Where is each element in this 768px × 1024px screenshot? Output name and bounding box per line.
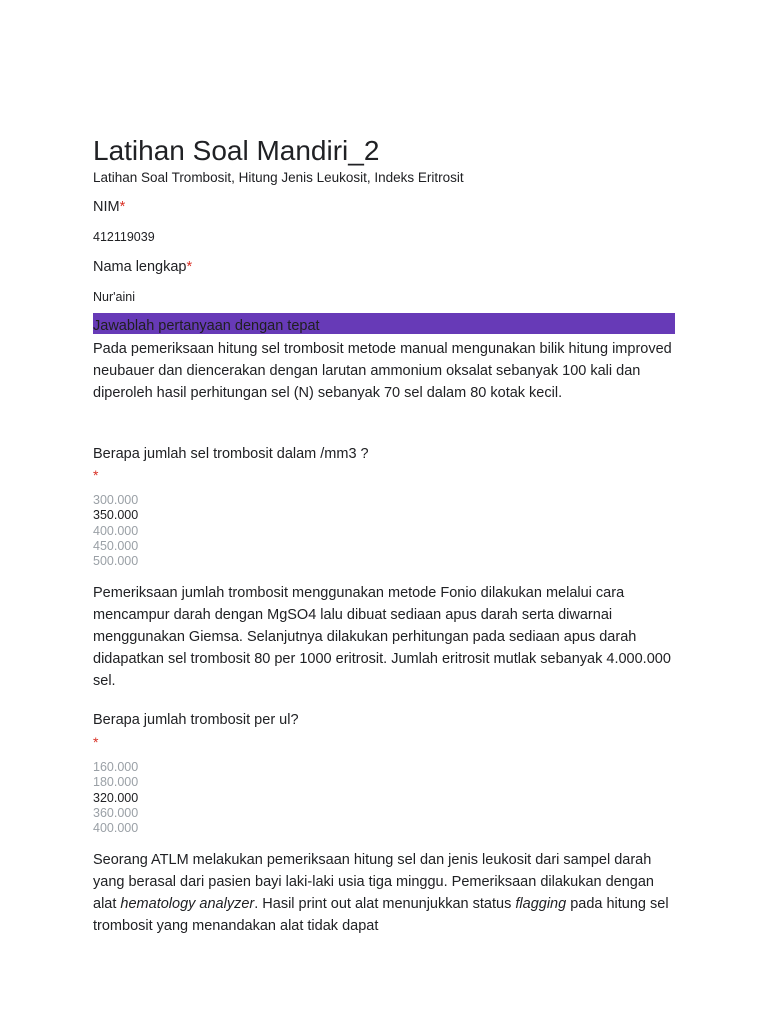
q1-option-selected[interactable]: 350.000 xyxy=(93,508,139,523)
section-header: Jawablah pertanyaan dengan tepat xyxy=(93,313,675,334)
nim-label xyxy=(93,198,125,216)
q2-question: Berapa jumlah trombosit per ul? xyxy=(93,712,299,728)
q1-context: Pada pemeriksaan hitung sel trombosit metode manual mengunakan bilik hitung improved neubauer dan diencerakan dengan larutan ammonium oksalat sebanyak 100 kali dan diperoleh hasil perhitungan sel (N) sebanyak 70 sel dalam 80 kotak kecil. xyxy=(93,341,672,401)
q1-option[interactable]: 500.000 xyxy=(93,554,139,569)
q1-option[interactable]: 450.000 xyxy=(93,538,139,553)
q2-option[interactable]: 160.000 xyxy=(93,760,139,774)
q3-context-part3: pada hitung sel trombosit yang menandakan alat tidak dapat xyxy=(93,896,669,934)
q2-option[interactable]: 360.000 xyxy=(93,805,139,820)
q2-option-selected[interactable]: 320.000 xyxy=(93,790,139,805)
q1-options xyxy=(93,493,138,569)
q3-context-part1: Seorang ATLM melakukan pemeriksaan hitung sel dan jenis leukosit dari sampel darah yang berasal dari pasien bayi laki-laki usia tiga minggu. Pemeriksaan dilakukan dengan alat xyxy=(93,852,654,912)
q2-required-mark: * xyxy=(93,734,99,750)
q3-context-part2: . Hasil print out alat menunjukkan status xyxy=(254,896,516,912)
q2-option[interactable]: 400.000 xyxy=(93,821,139,836)
q3-context xyxy=(93,849,678,937)
nim-label-text: NIM xyxy=(93,199,120,215)
nama-label-text: Nama lengkap xyxy=(93,259,187,275)
q1-required-mark: * xyxy=(93,467,99,483)
form-title: Latihan Soal Mandiri_2 xyxy=(93,135,380,166)
q1-question: Berapa jumlah sel trombosit dalam /mm3 ? xyxy=(93,446,369,462)
form-description: Latihan Soal Trombosit, Hitung Jenis Leukosit, Indeks Eritrosit xyxy=(93,170,464,185)
q2-option[interactable]: 180.000 xyxy=(93,775,139,790)
q3-context-italic2: flagging xyxy=(515,896,567,912)
q1-option[interactable]: 400.000 xyxy=(93,523,139,538)
nim-value: 412119039 xyxy=(93,230,155,244)
nama-value: Nur'aini xyxy=(93,290,135,304)
nama-label xyxy=(93,258,192,276)
required-mark: * xyxy=(119,199,126,215)
required-mark: * xyxy=(186,259,193,275)
q2-context: Pemeriksaan jumlah trombosit menggunakan metode Fonio dilakukan melalui cara mencampur darah dengan MgSO4 lalu dibuat sediaan apus darah serta diwarnai menggunakan Giemsa. Selanjutnya dilakukan perhitungan pada sediaan apus darah didapatkan sel trombosit 80 per 1000 eritrosit. Jumlah eritrosit mutlak sebanyak 4.000.000 sel. xyxy=(93,585,671,689)
q2-options xyxy=(93,760,138,836)
q1-option[interactable]: 300.000 xyxy=(93,493,139,507)
q3-context-italic1: hematology analyzer xyxy=(120,896,255,912)
